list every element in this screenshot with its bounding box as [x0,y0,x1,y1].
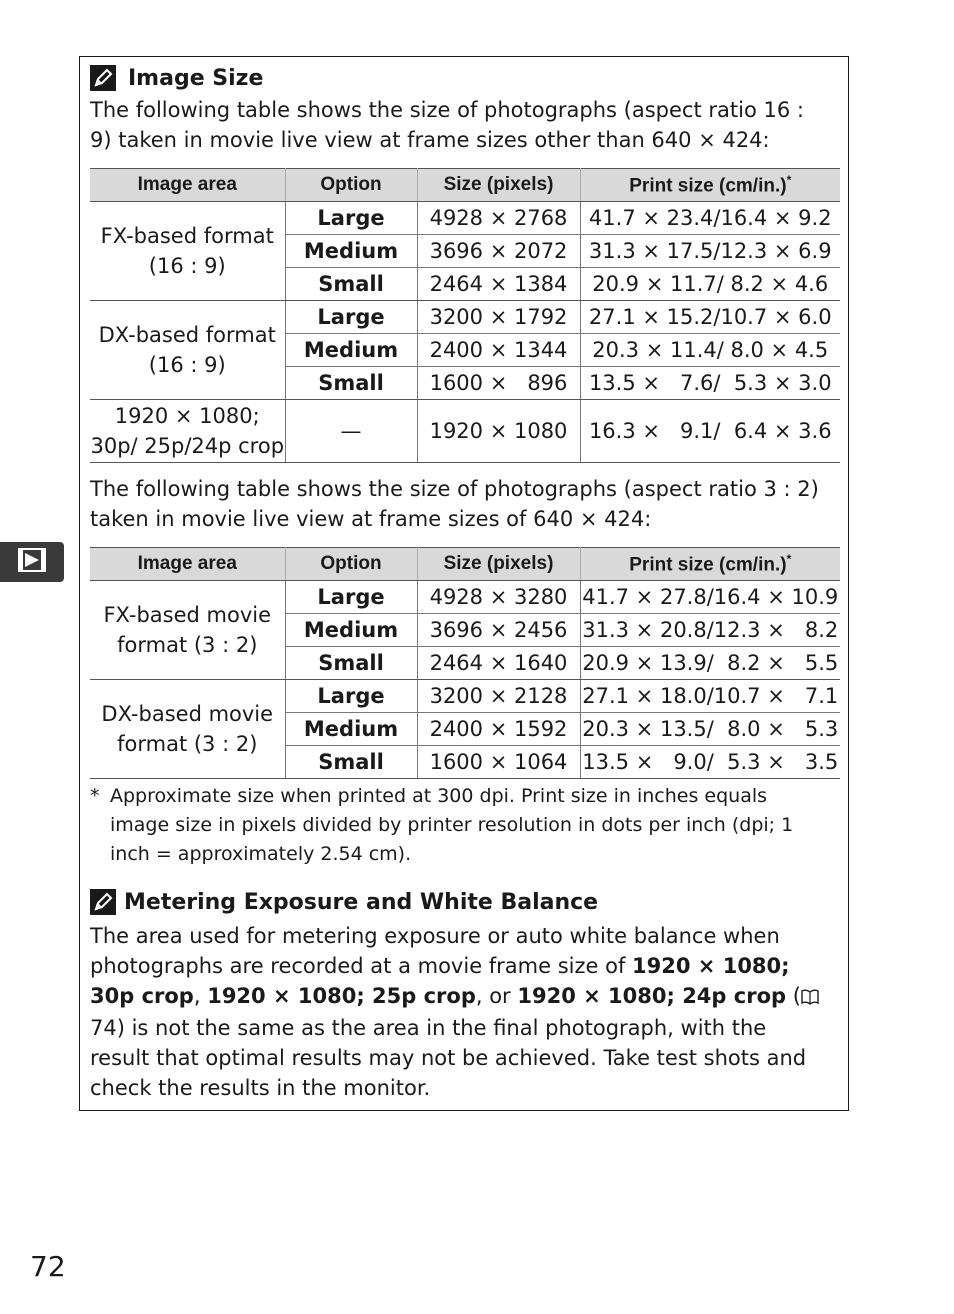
option-cell: — [285,400,417,463]
size-cell: 1920 × 1080 [417,400,580,463]
header-size: Size (pixels) [417,169,580,202]
page-reference[interactable]: 74 [90,1016,117,1040]
option-cell: Large [285,680,417,713]
image-area-cell: FX-based movie format (3 : 2) [90,581,285,680]
image-area-cell: DX-based format (16 : 9) [90,301,285,400]
header-print-size: Print size (cm/in.)* [580,169,840,202]
table-row [90,581,840,614]
pencil-icon [90,889,116,915]
header-option: Option [285,169,417,202]
pencil-icon [90,65,116,91]
print-size-cell: 13.5 × 9.0/ 5.3 × 3.5 [580,746,840,779]
header-size: Size (pixels) [417,548,580,581]
intro-paragraph: The following table shows the size of photographs (aspect ratio 16 : 9) taken in movie live view at frame sizes other than 640 × 424: [90,98,804,152]
print-size-cell: 41.7 × 23.4/16.4 × 9.2 [580,202,840,235]
option-cell: Small [285,367,417,400]
table-header-row [90,548,840,581]
size-cell: 4928 × 2768 [417,202,580,235]
size-cell: 4928 × 3280 [417,581,580,614]
size-cell: 2400 × 1344 [417,334,580,367]
size-cell: 1600 × 1064 [417,746,580,779]
footnote-marker: * [90,785,100,807]
note-title: Metering Exposure and White Balance [124,889,599,915]
print-size-cell: 41.7 × 27.8/16.4 × 10.9 [580,581,840,614]
movie-section-tab [0,542,64,582]
image-area-cell: FX-based format (16 : 9) [90,202,285,301]
option-cell: Medium [285,334,417,367]
print-size-cell: 20.9 × 13.9/ 8.2 × 5.5 [580,647,840,680]
header-image-area: Image area [90,548,285,581]
print-size-cell: 31.3 × 20.8/12.3 × 8.2 [580,614,840,647]
print-size-cell: 27.1 × 15.2/10.7 × 6.0 [580,301,840,334]
print-size-cell: 27.1 × 18.0/10.7 × 7.1 [580,680,840,713]
note-heading-metering [90,887,598,917]
page-number: 72 [30,1250,66,1283]
table-header-row [90,169,840,202]
table-row [90,202,840,235]
image-area-cell: DX-based movie format (3 : 2) [90,680,285,779]
header-image-area: Image area [90,169,285,202]
size-cell: 3696 × 2456 [417,614,580,647]
option-cell: Large [285,301,417,334]
print-size-cell: 20.9 × 11.7/ 8.2 × 4.6 [580,268,840,301]
note-box [79,56,849,1111]
option-cell: Medium [285,614,417,647]
size-cell: 3200 × 1792 [417,301,580,334]
size-cell: 3200 × 2128 [417,680,580,713]
size-cell: 2464 × 1384 [417,268,580,301]
note-title: Image Size [128,65,264,91]
note-heading-image-size [90,63,263,93]
size-table-16-9 [90,168,840,463]
print-size-cell: 20.3 × 13.5/ 8.0 × 5.3 [580,713,840,746]
option-cell: Large [285,581,417,614]
size-table-3-2 [90,547,840,779]
metering-paragraph: The area used for metering exposure or auto white balance when photographs are recorded at a movie frame size of 1920 × 1080; 30p crop, 1920 × 1080; 25p crop, or 1920 × 1080; 24p crop ( 74) is not the same as the area in the final photograph, with the result that optimal results may not be achieved. Take test shots and check the results in the monitor. [90,921,830,1103]
footnote [90,782,830,869]
footnote-text: Approximate size when printed at 300 dpi. Print size in inches equals image size in pixels divided by printer resolution in dots per inch (dpi; 1 inch = approximately 2.54 cm). [110,785,794,865]
print-size-cell: 31.3 × 17.5/12.3 × 6.9 [580,235,840,268]
size-cell: 2464 × 1640 [417,647,580,680]
size-cell: 3696 × 2072 [417,235,580,268]
table-row [90,301,840,334]
option-cell: Small [285,746,417,779]
header-print-size: Print size (cm/in.)* [580,548,840,581]
book-icon [801,983,819,1013]
header-option: Option [285,548,417,581]
size-cell: 2400 × 1592 [417,713,580,746]
second-paragraph: The following table shows the size of photographs (aspect ratio 3 : 2) taken in movie live view at frame sizes of 640 × 424: [90,477,819,531]
option-cell: Small [285,647,417,680]
print-size-cell: 13.5 × 7.6/ 5.3 × 3.0 [580,367,840,400]
print-size-cell: 16.3 × 9.1/ 6.4 × 3.6 [580,400,840,463]
option-cell: Medium [285,713,417,746]
table-row [90,400,840,463]
size-cell: 1600 × 896 [417,367,580,400]
option-cell: Large [285,202,417,235]
table-row [90,680,840,713]
image-area-cell: 1920 × 1080; 30p/ 25p/24p crop [90,400,285,463]
print-size-cell: 20.3 × 11.4/ 8.0 × 4.5 [580,334,840,367]
movie-icon [17,547,47,577]
option-cell: Small [285,268,417,301]
option-cell: Medium [285,235,417,268]
